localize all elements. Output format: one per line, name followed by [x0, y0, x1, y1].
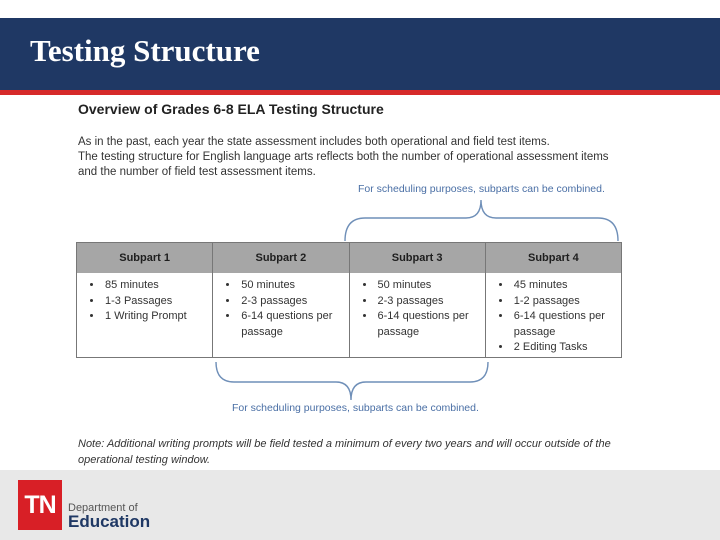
list-item: • 6-14 questions per passage: [239, 309, 344, 340]
list-item: • 6-14 questions per passage: [512, 309, 617, 340]
schedule-note-bottom: For scheduling purposes, subparts can be combined.: [232, 402, 479, 414]
list-item: • 1 Writing Prompt: [103, 309, 208, 325]
dept-name-line-1: Department of: [68, 502, 138, 514]
list-item: • 45 minutes: [512, 278, 617, 294]
list-item: • 1-3 Passages: [103, 294, 208, 310]
list-item: • 2-3 passages: [376, 294, 481, 310]
column-header: Subpart 4: [486, 243, 621, 273]
column-header: Subpart 1: [77, 243, 212, 273]
list-item: • 85 minutes: [103, 278, 208, 294]
intro-line-3: and the number of field test assessment items.: [78, 166, 316, 178]
slide-title: Testing Structure: [30, 33, 260, 68]
field-test-note: [78, 436, 638, 468]
intro-line-1: As in the past, each year the state assessment includes both operational and field test items.: [78, 136, 550, 148]
dept-name-line-2: Education: [68, 512, 151, 531]
column-header: Subpart 2: [213, 243, 348, 273]
list-item: • 50 minutes: [376, 278, 481, 294]
intro-line-2: The testing structure for English language arts reflects both the number of operational assessment items: [78, 151, 609, 163]
list-item: • 2 Editing Tasks: [512, 340, 617, 356]
schedule-note-top: For scheduling purposes, subparts can be combined.: [358, 183, 605, 195]
list-item: • 50 minutes: [239, 278, 344, 294]
section-heading: Overview of Grades 6-8 ELA Testing Structure: [78, 101, 384, 117]
list-item: • 2-3 passages: [239, 294, 344, 310]
tn-logo: TN: [18, 480, 62, 530]
list-item: • 6-14 questions per passage: [376, 309, 481, 340]
column-header: Subpart 3: [350, 243, 485, 273]
note-line-2: operational testing window.: [78, 454, 211, 466]
list-item: • 1-2 passages: [512, 294, 617, 310]
note-line-1: Note: Additional writing prompts will be field tested a minimum of every two years and will occur outside of the: [78, 438, 611, 450]
